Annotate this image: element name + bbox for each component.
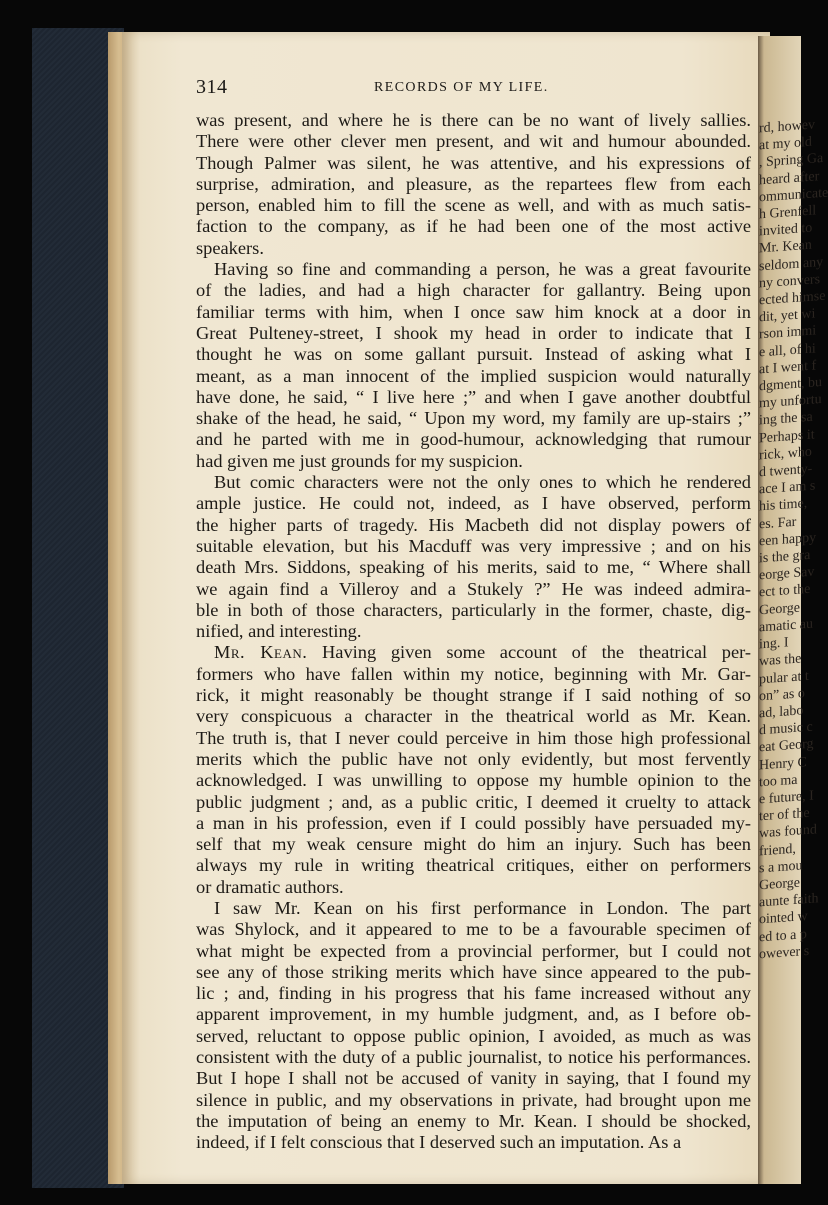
paragraph (196, 472, 751, 642)
facing-page-fragment: amatic au (759, 616, 814, 636)
facing-page-fragment: ing the sa (759, 410, 813, 429)
facing-page-fragment: d music c (759, 719, 813, 739)
facing-page-fragment: at my old (759, 134, 812, 154)
facing-page-fragment: Henry C (759, 754, 807, 773)
facing-page-fragment: seldom any (759, 254, 824, 275)
facing-page-fragment: ny convers (759, 271, 821, 292)
facing-page-fragment: ed to a p (759, 926, 807, 945)
text-line: Though Palmer was silent, he was attentive, and his expressions of (196, 152, 751, 173)
text-line: acknowledged. I was unwilling to oppose my humble opinion to the (196, 770, 751, 791)
facing-page-fragment: at I went f (759, 358, 817, 378)
page-header (196, 76, 751, 100)
text-line: death Mrs. Siddons, speaking of his merits, said to me, “ Where shall (196, 557, 751, 578)
text-line: ble in both of those characters, particularly in the former, chaste, dig- (196, 599, 751, 620)
text-line: served, reluctant to oppose public opinion, I avoided, as much as was (196, 1025, 751, 1046)
paragraph (196, 259, 751, 472)
text-line: rick, it might reasonably be thought strange if I said nothing of so (196, 685, 751, 706)
facing-page-fragment: George (759, 600, 800, 619)
running-head: RECORDS OF MY LIFE. (374, 80, 549, 95)
text-line: see any of those striking merits which have since appeared to the pub- (196, 961, 751, 982)
facing-page-fragment: is the gra (759, 547, 811, 567)
page-number: 314 (196, 76, 228, 98)
text-line: or dramatic authors. (196, 876, 344, 897)
text-line: always my rule in writing theatrical critiques, either on performers (196, 855, 751, 876)
text-line: the imputation of being an enemy to Mr. Kean. I should be shocked, (196, 1110, 751, 1131)
facing-page-fragment: on” as o (759, 685, 805, 705)
text-line: a man in his profession, even if I could possibly have persuaded my- (196, 812, 751, 833)
line-text: Having given some account of the theatrical per- (322, 642, 751, 663)
facing-page-fragment: too ma (759, 772, 798, 791)
text-line: was Shylock, and it appeared to me to be a favourable specimen of (196, 919, 751, 940)
text-line: self that my weak censure might do him an injury. Such has been (196, 834, 751, 855)
facing-page-fragment: dgment, bu (759, 375, 822, 395)
text-line: and he parted with me in good-humour, acknowledging that rumour (196, 429, 751, 450)
text-line: suitable elevation, but his Macduff was very impressive ; and on his (196, 535, 751, 556)
facing-page-fragment: owever s (759, 943, 810, 963)
facing-page-fragment: s a mou (759, 858, 803, 877)
facing-page-fragment: e future, I (759, 788, 814, 808)
text-line: consistent with the duty of a public journalist, to notice his performances. (196, 1047, 751, 1068)
text-line: nified, and interesting. (196, 621, 362, 642)
facing-page-fragment: was found (759, 822, 817, 842)
facing-page-fragment: d twenty- (759, 461, 813, 481)
paragraph (196, 898, 751, 1154)
facing-page-fragment: George (759, 875, 800, 894)
facing-page (758, 36, 828, 1184)
facing-page-fragment: eorge Sav (759, 564, 815, 584)
facing-page-fragment: es. Far (759, 514, 797, 533)
text-line: faction to the company, as if he had been one of the most active (196, 216, 751, 237)
facing-page-fragment: my unfortu (759, 392, 822, 412)
text-line: speakers. (196, 237, 264, 258)
text-line: thought he was on some gallant pursuit. Instead of asking what I (196, 344, 751, 365)
paragraph (196, 642, 751, 898)
facing-page-fragment: aunte faith (759, 891, 819, 911)
text-line: indeed, if I felt conscious that I deserved such an imputation. As a (196, 1132, 682, 1153)
text-line: the higher parts of tragedy. His Macbeth did not display powers of (196, 514, 751, 535)
text-line: what might be expected from a provincial performer, but I could not (196, 940, 751, 961)
text-line: lic ; and, finding in his progress that his fame increased without any (196, 983, 751, 1004)
facing-page-fragment: h Grenfell (759, 203, 817, 223)
facing-page-fragment: ected himse (759, 288, 826, 309)
text-line: very conspicuous a character in the theatrical world as Mr. Kean. (196, 706, 751, 727)
text-line: The truth is, that I never could perceive in him those high professional (196, 727, 751, 748)
text-line: was present, and where he is there can be no want of lively sallies. (196, 110, 751, 130)
facing-page-fragment: Mr. Kean (759, 238, 812, 257)
body-text (196, 110, 751, 1154)
text-line: have done, he said, “ I live here ;” and when I gave another doubtful (196, 386, 751, 407)
text-line: of the ladies, and had a high character for gallantry. Being upon (196, 280, 751, 301)
text-line: shake of the head, he said, “ Upon my word, my family are up-stairs ;” (196, 408, 751, 429)
text-line: silence in public, and my observations in private, had brought upon me (196, 1089, 751, 1110)
section-lead: Mr. Kean. (214, 642, 308, 663)
facing-page-fragment: eat Georg (759, 736, 814, 756)
facing-page-fragment: ter of the (759, 805, 810, 825)
text-line: But comic characters were not the only ones to which he rendered (214, 472, 751, 493)
text-line: merits which the public have not only evidently, but most fervently (196, 748, 751, 769)
text-line: apparent improvement, in my humble judgment, and, as I before ob- (196, 1004, 751, 1025)
text-line: formers who have fallen within my notice, beginning with Mr. Gar- (196, 663, 751, 684)
text-line: There were other clever men present, and wit and humour abounded. (196, 131, 751, 152)
facing-page-fragment: ect to the (759, 582, 811, 601)
facing-page-fragment: his time, (759, 496, 808, 515)
text-line: surprise, admiration, and pleasure, as the repartees flew from each (196, 173, 751, 194)
text-line: Great Pulteney-street, I shook my head in order to indicate that I (196, 322, 751, 343)
facing-page-fragment: ommunicate (759, 185, 828, 206)
facing-page-fragment: ing. I (759, 635, 789, 653)
paragraph (196, 110, 751, 259)
text-line: person, enabled him to fill the scene as well, and with as much satis- (196, 195, 751, 216)
facing-page-fragment: pular at t (759, 668, 809, 687)
text-line: But I hope I shall not be accused of vanity in saying, that I found my (196, 1068, 751, 1089)
facing-page-fragment: ointed w (759, 909, 808, 928)
facing-page-fragment: was the (759, 651, 802, 670)
facing-page-fragment: ace I am s (759, 478, 816, 498)
text-line: we again find a Villeroy and a Stukely ?” He was indeed admira- (196, 578, 751, 599)
facing-page-fragment: , Spring Ga (759, 151, 824, 171)
facing-page-fragment: rson immi (759, 323, 817, 343)
text-line (196, 642, 751, 663)
text-line: ample justice. He could not, indeed, as I have observed, perform (196, 493, 751, 514)
facing-page-fragment: e all, of hi (759, 341, 816, 361)
facing-page-fragment: een happy (759, 530, 817, 550)
text-line: familiar terms with him, when I once saw him knock at a door in (196, 301, 751, 322)
facing-page-fragment: heard after (759, 168, 820, 188)
facing-page-fragment: friend, (759, 841, 796, 859)
facing-page-fragment: dit, yet wi (759, 306, 816, 326)
text-line: Having so fine and commanding a person, he was a great favourite (214, 259, 751, 280)
facing-page-fragment: rick, who (759, 444, 812, 464)
text-line: meant, as a man innocent of the implied suspicion would naturally (196, 365, 751, 386)
text-line: had given me just grounds for my suspicion. (196, 450, 523, 471)
facing-page-fragment: ad, labo (759, 703, 804, 722)
text-line: public judgment ; and, as a public critic, I deemed it cruelty to attack (196, 791, 751, 812)
facing-page-fragment: invited to (759, 220, 813, 240)
facing-page-fragment: rd, howev (759, 117, 815, 137)
facing-page-fragment: Perhaps it (759, 427, 815, 447)
facing-page-fragments (758, 116, 828, 964)
text-line: I saw Mr. Kean on his first performance in London. The part (214, 897, 751, 918)
